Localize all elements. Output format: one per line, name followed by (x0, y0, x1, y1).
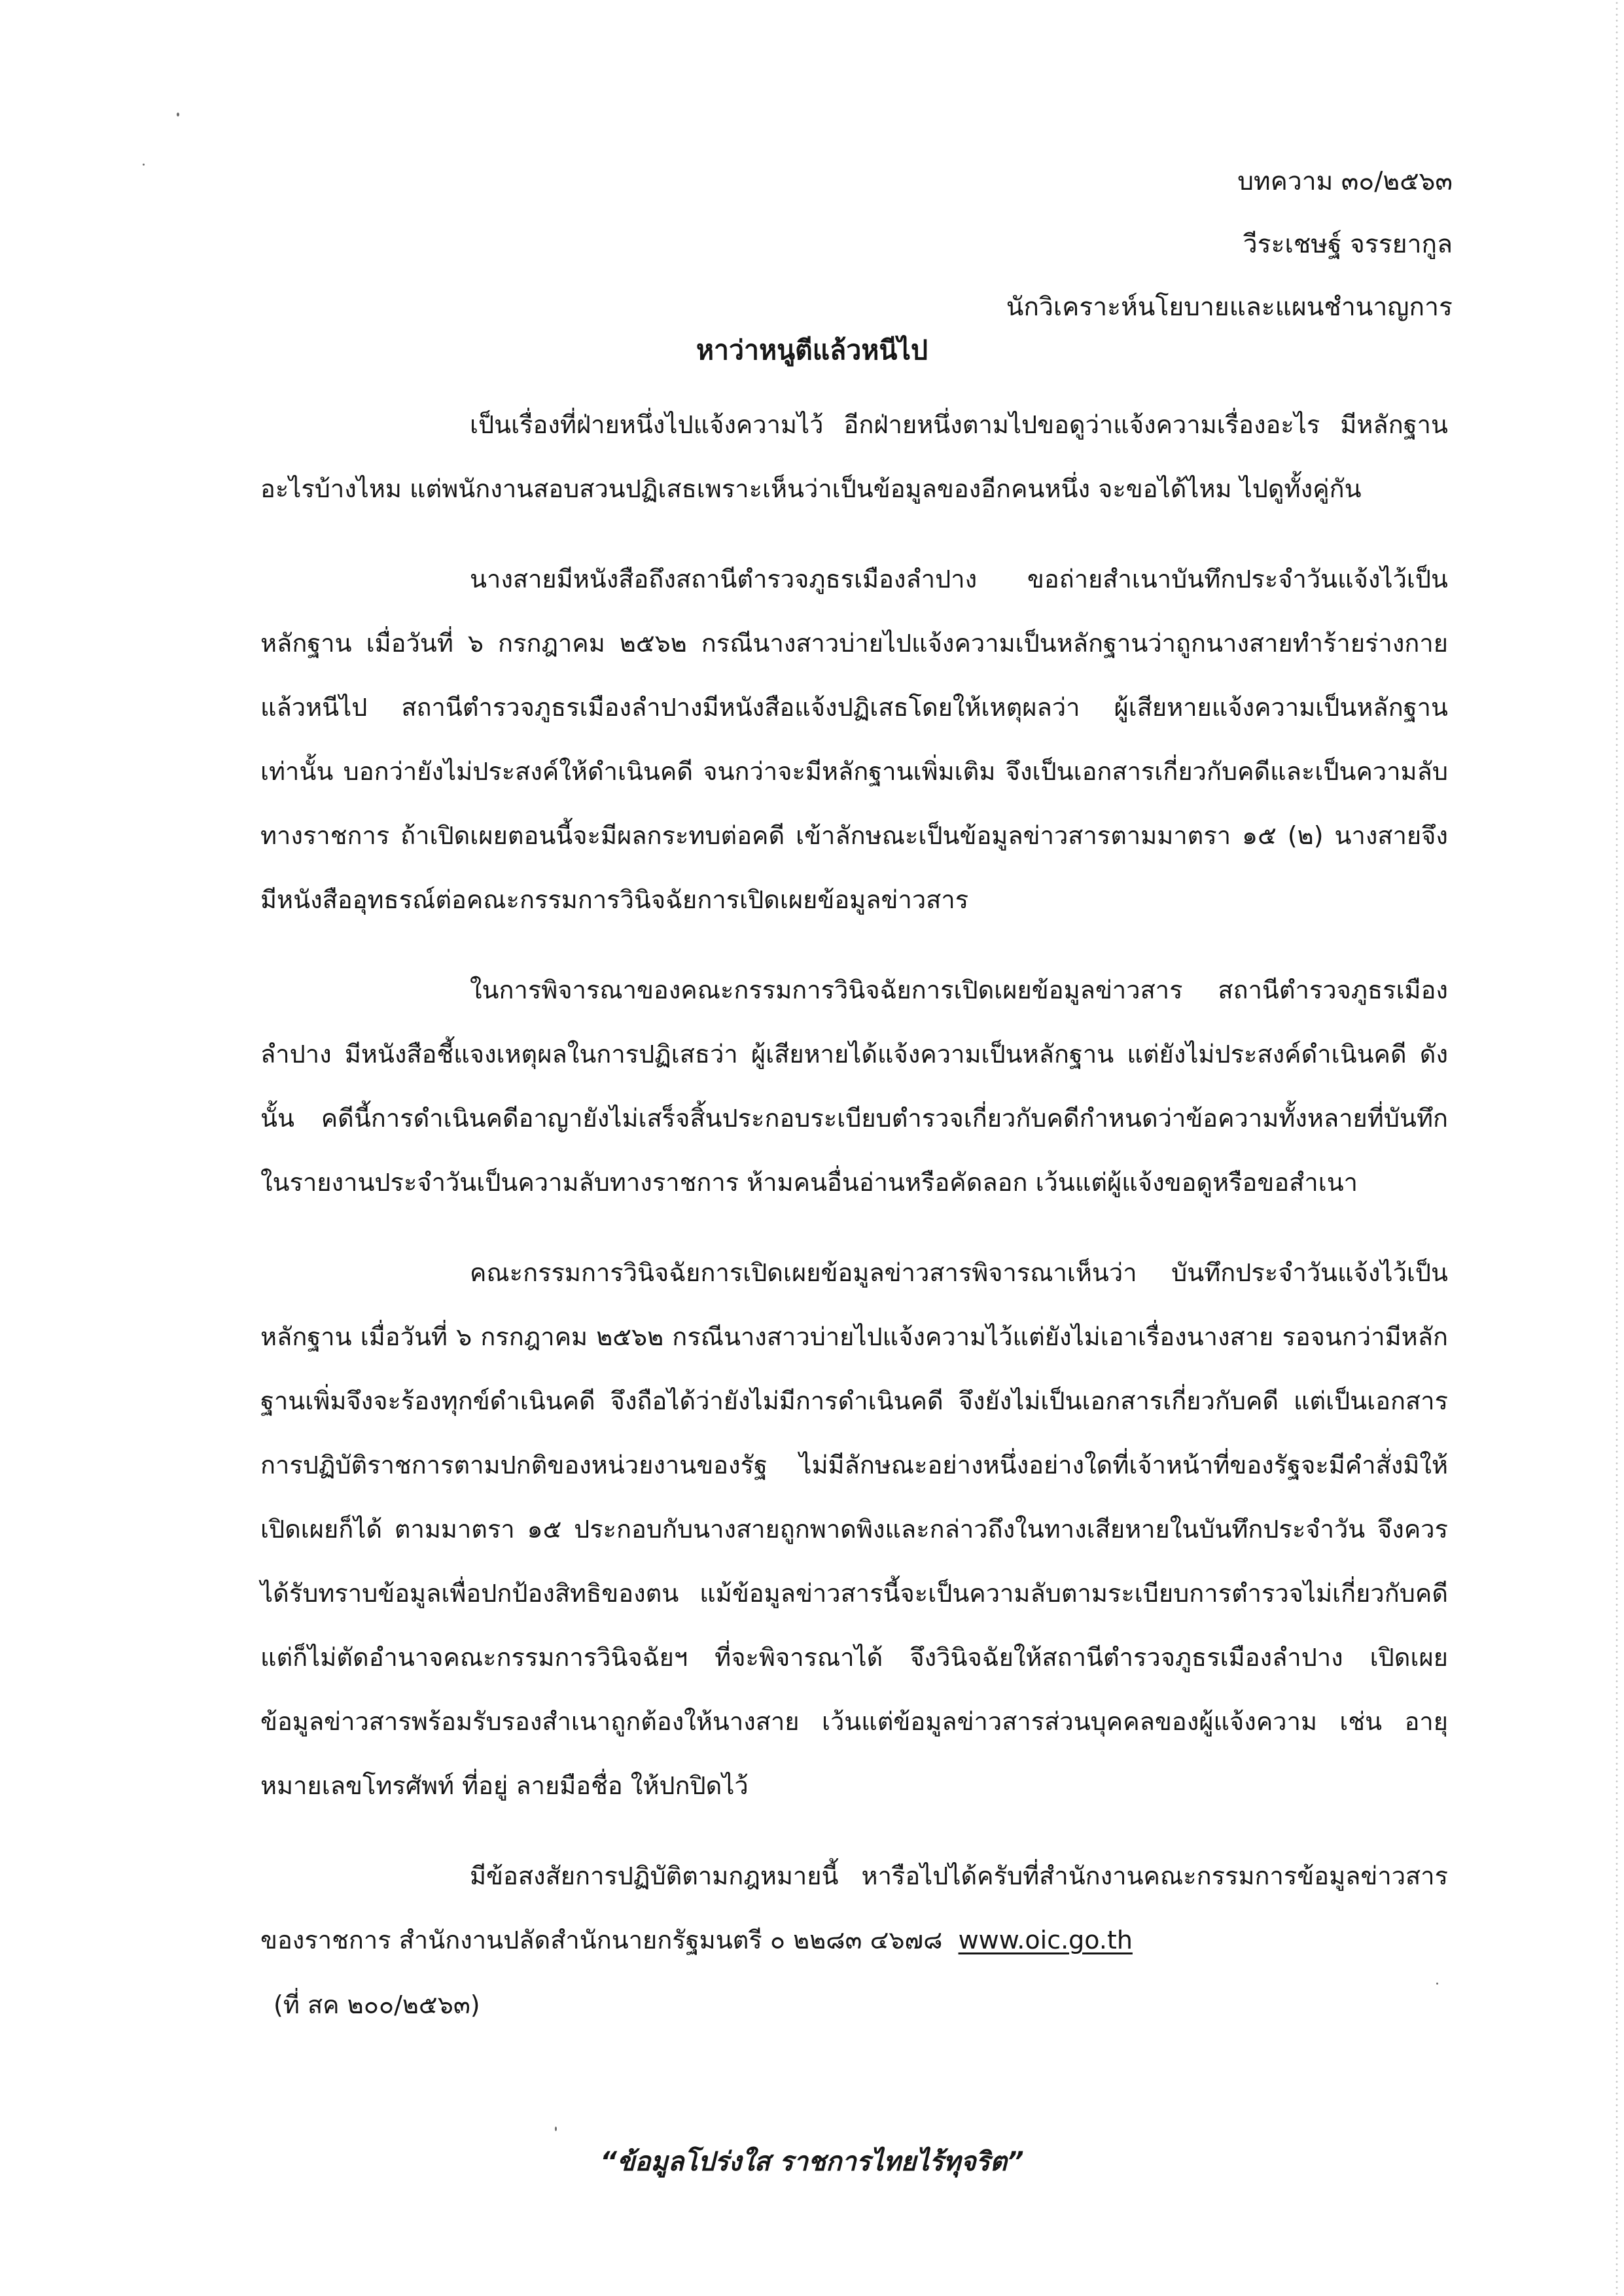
article-number: บทความ ๓๐/๒๕๖๓ (1237, 167, 1453, 196)
paragraph-contact (260, 1844, 1448, 1972)
author-block (1006, 150, 1453, 339)
contact-text: มีข้อสงสัยการปฏิบัติตามกฎหมายนี้ หารือไปได้ครับที่สำนักงานคณะกรรมการข้อมูลข่าวสารของราชการ สำนักงานปลัดสำนักนายกรัฐมนตรี ๐ ๒๒๘๓ ๔๖๗๘ (260, 1862, 1448, 1954)
author-position: นักวิเคราะห์นโยบายและแผนชำนาญการ (1006, 292, 1453, 322)
scan-speck (143, 164, 145, 166)
scan-speck (1436, 1983, 1438, 1985)
paragraph-agency-reason: ในการพิจารณาของคณะกรรมการวินิจฉัยการเปิดเผยข้อมูลข่าวสาร สถานีตำรวจภูธรเมืองลำปาง มีหนังสือชี้แจงเหตุผลในการปฏิเสธว่า ผู้เสียหายได้แจ้งความเป็นหลักฐาน แต่ยังไม่ประสงค์ดำเนินคดี ดังนั้น คดีนี้การดำเนินคดีอาญายังไม่เสร็จสิ้นประกอบระเบียบตำรวจเกี่ยวกับคดีกำหนดว่าข้อความทั้งหลายที่บันทึกในรายงานประจำวันเป็นความลับทางราชการ ห้ามคนอื่นอ่านหรือคัดลอก เว้นแต่ผู้แจ้งขอดูหรือขอสำเนา (260, 976, 1448, 1197)
article-title: หาว่าหนูตีแล้วหนีไป (696, 334, 928, 366)
scan-speck (555, 2127, 557, 2131)
paragraph-facts: นางสายมีหนังสือถึงสถานีตำรวจภูธรเมืองลำปาง ขอถ่ายสำเนาบันทึกประจำวันแจ้งไว้เป็นหลักฐาน เมื่อวันที่ ๖ กรกฎาคม ๒๕๖๒ กรณีนางสาวบ่ายไปแจ้งความเป็นหลักฐานว่าถูกนางสายทำร้ายร่างกายแล้วหนีไป สถานีตำรวจภูธรเมืองลำปางมีหนังสือแจ้งปฏิเสธโดยให้เหตุผลว่า ผู้เสียหายแจ้งความเป็นหลักฐานเท่านั้น บอกว่ายังไม่ประสงค์ให้ดำเนินคดี จนกว่าจะมีหลักฐานเพิ่มเติม จึงเป็นเอกสารเกี่ยวกับคดีและเป็นความลับทางราชการ ถ้าเปิดเผยตอนนี้จะมีผลกระทบต่อคดี เข้าลักษณะเป็นข้อมูลข่าวสารตามมาตรา ๑๕ (๒) นางสายจึงมีหนังสืออุทธรณ์ต่อคณะกรรมการวินิจฉัยการเปิดเผยข้อมูลข่าวสาร (260, 565, 1448, 914)
article-body (260, 393, 1448, 1972)
website-link[interactable]: www.oic.go.th (958, 1926, 1133, 1954)
scan-speck (177, 113, 179, 116)
paragraph-decision: คณะกรรมการวินิจฉัยการเปิดเผยข้อมูลข่าวสารพิจารณาเห็นว่า บันทึกประจำวันแจ้งไว้เป็นหลักฐาน เมื่อวันที่ ๖ กรกฎาคม ๒๕๖๒ กรณีนางสาวบ่ายไปแจ้งความไว้แต่ยังไม่เอาเรื่องนางสาย รอจนกว่ามีหลักฐานเพิ่มจึงจะร้องทุกข์ดำเนินคดี จึงถือได้ว่ายังไม่มีการดำเนินคดี จึงยังไม่เป็นเอกสารเกี่ยวกับคดี แต่เป็นเอกสารการปฏิบัติราชการตามปกติของหน่วยงานของรัฐ ไม่มีลักษณะอย่างหนึ่งอย่างใดที่เจ้าหน้าที่ของรัฐจะมีคำสั่งมิให้เปิดเผยก็ได้ ตามมาตรา ๑๕ ประกอบกับนางสายถูกพาดพิงและกล่าวถึงในทางเสียหายในบันทึกประจำวัน จึงควรได้รับทราบข้อมูลเพื่อปกป้องสิทธิของตน แม้ข้อมูลข่าวสารนี้จะเป็นความลับตามระเบียบการตำรวจไม่เกี่ยวกับคดี แต่ก็ไม่ตัดอำนาจคณะกรรมการวินิจฉัยฯ ที่จะพิจารณาได้ จึงวินิจฉัยให้สถานีตำรวจภูธรเมืองลำปาง เปิดเผยข้อมูลข่าวสารพร้อมรับรองสำเนาถูกต้องให้นางสาย เว้นแต่ข้อมูลข่าวสารส่วนบุคคลของผู้แจ้งความ เช่น อายุ หมายเลขโทรศัพท์ ที่อยู่ ลายมือชื่อ ให้ปกปิดไว้ (260, 1258, 1448, 1800)
reference-number: (ที่ สค ๒๐๐/๒๕๖๓) (274, 1990, 480, 2019)
slogan: “ข้อมูลโปร่งใส ราชการไทยไร้ทุจริต” (600, 2147, 1024, 2177)
author-name: วีระเชษฐ์ จรรยากูล (1243, 230, 1453, 259)
paragraph-intro: เป็นเรื่องที่ฝ่ายหนึ่งไปแจ้งความไว้ อีกฝ่ายหนึ่งตามไปขอดูว่าแจ้งความเรื่องอะไร มีหลักฐานอะไรบ้างไหม แต่พนักงานสอบสวนปฏิเสธเพราะเห็นว่าเป็นข้อมูลของอีกคนหนึ่ง จะขอได้ไหม ไปดูทั้งคู่กัน (260, 410, 1448, 503)
